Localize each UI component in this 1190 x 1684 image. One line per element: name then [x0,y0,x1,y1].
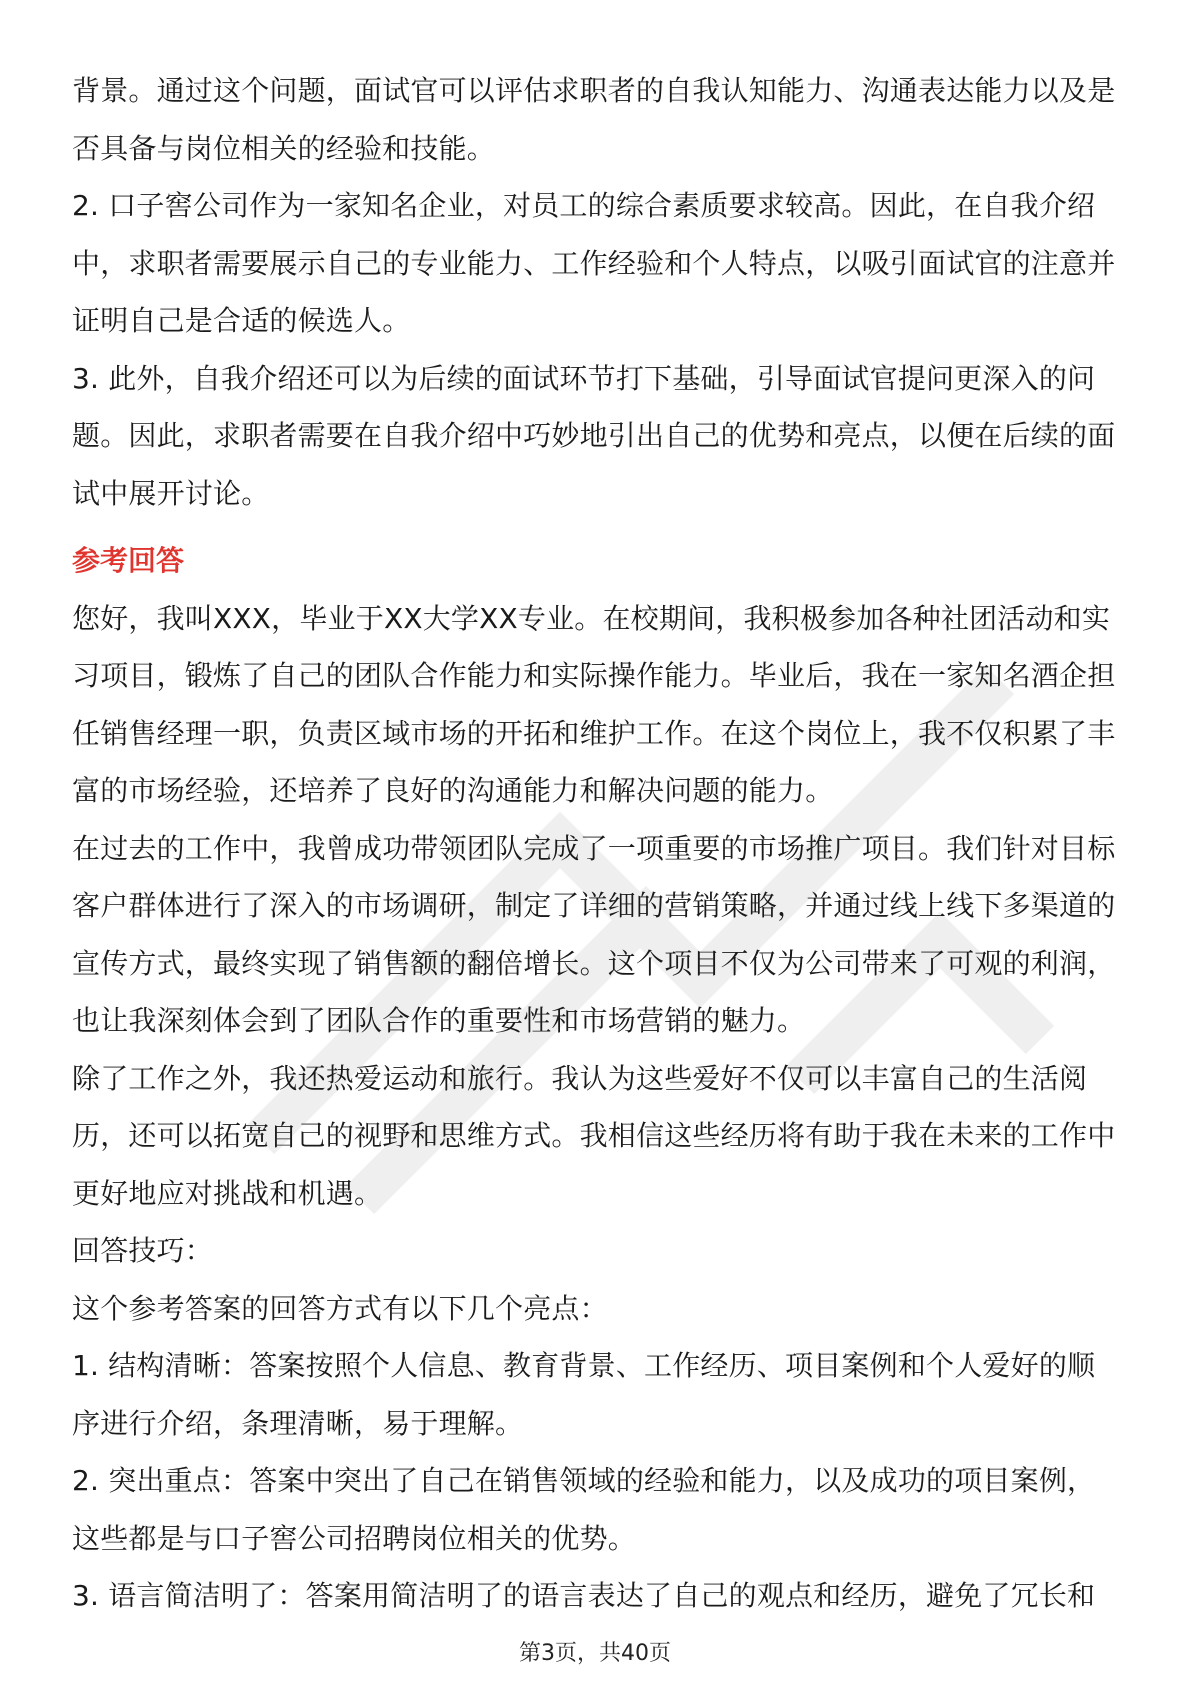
paragraph: 2. 口子窖公司作为一家知名企业，对员工的综合素质要求较高。因此，在自我介绍中，求职者需要展示自己的专业能力、工作经验和个人特点，以吸引面试官的注意并证明自己是合适的候选人。 [72,189,1116,337]
paragraph: 3. 此外，自我介绍还可以为后续的面试环节打下基础，引导面试官提问更深入的问题。因此，求职者需要在自我介绍中巧妙地引出自己的优势和亮点，以便在后续的面试中展开讨论。 [72,361,1116,510]
document-page [72,62,1122,1625]
paragraph: 在过去的工作中，我曾成功带领团队完成了一项重要的市场推广项目。我们针对目标客户群体进行了深入的市场调研，制定了详细的营销策略，并通过线上线下多渠道的宣传方式，最终实现了销售额的翻倍增长。这个项目不仅为公司带来了可观的利润，也让我深刻体会到了团队合作的重要性和市场营销的魅力。 [72,831,1116,1037]
paragraph: 3. 语言简洁明了：答案用简洁明了的语言表达了自己的观点和经历，避免了冗长和 [72,1579,1096,1612]
paragraph: 背景。通过这个问题，面试官可以评估求职者的自我认知能力、沟通表达能力以及是否具备与岗位相关的经验和技能。 [72,74,1116,165]
paragraph: 您好，我叫XXX，毕业于XX大学XX专业。在校期间，我积极参加各种社团活动和实习项目，锻炼了自己的团队合作能力和实际操作能力。毕业后，我在一家知名酒企担任销售经理一职，负责区域市场的开拓和维护工作。在这个岗位上，我不仅积累了丰富的市场经验，还培养了良好的沟通能力和解决问题的能力。 [72,601,1116,807]
paragraph: 2. 突出重点：答案中突出了自己在销售领域的经验和能力，以及成功的项目案例，这些都是与口子窖公司招聘岗位相关的优势。 [72,1464,1096,1555]
section-heading: 参考回答 [72,544,185,577]
paragraph: 1. 结构清晰：答案按照个人信息、教育背景、工作经历、项目案例和个人爱好的顺序进行介绍，条理清晰，易于理解。 [72,1349,1096,1440]
paragraph: 这个参考答案的回答方式有以下几个亮点： [72,1291,608,1325]
paragraph: 除了工作之外，我还热爱运动和旅行。我认为这些爱好不仅可以丰富自己的生活阅历，还可以拓宽自己的视野和思维方式。我相信这些经历将有助于我在未来的工作中更好地应对挑战和机遇。 [72,1061,1116,1210]
paragraph: 回答技巧： [72,1234,214,1267]
page-number: 第3页，共40页 [519,1641,671,1666]
